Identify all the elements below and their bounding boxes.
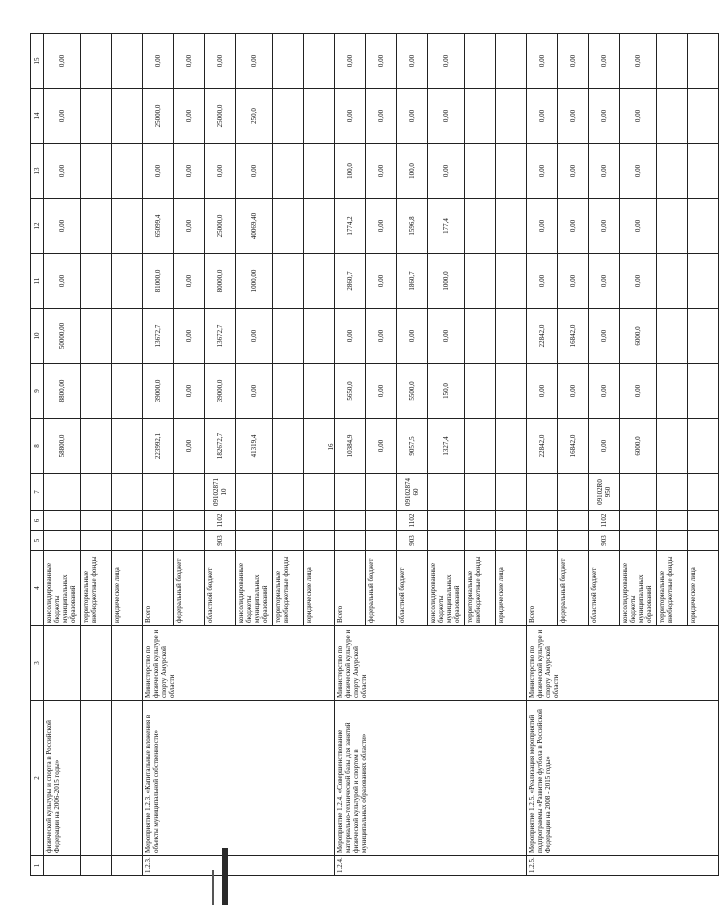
table-cell: 16842,0 bbox=[558, 309, 589, 364]
table-cell: 0,00 bbox=[620, 144, 657, 199]
table-cell: 1102 bbox=[589, 511, 620, 531]
table-cell: 13672,7 bbox=[205, 309, 236, 364]
table-cell bbox=[112, 144, 143, 199]
table-cell: Министерство по физической культуре и спорту Амурской области bbox=[143, 626, 335, 701]
table-cell: 15 bbox=[31, 34, 44, 89]
table-cell bbox=[143, 474, 174, 511]
table-cell bbox=[112, 511, 143, 531]
table-cell bbox=[496, 144, 527, 199]
table-cell: юридические лица bbox=[304, 551, 335, 626]
table-cell: юридические лица bbox=[688, 551, 719, 626]
table-cell bbox=[174, 474, 205, 511]
table-cell: 0,00 bbox=[366, 34, 397, 89]
table-cell bbox=[465, 254, 496, 309]
table-cell bbox=[366, 511, 397, 531]
table-cell: областной бюджет bbox=[589, 551, 620, 626]
table-cell bbox=[304, 511, 335, 531]
table-cell bbox=[44, 531, 81, 551]
table-cell bbox=[112, 199, 143, 254]
table-cell: 11 bbox=[31, 254, 44, 309]
table-cell bbox=[81, 364, 112, 419]
table-cell bbox=[236, 511, 273, 531]
table-cell: 22842,0 bbox=[527, 419, 558, 474]
table-cell bbox=[620, 474, 657, 511]
table-cell bbox=[465, 364, 496, 419]
table-cell bbox=[44, 511, 81, 531]
table-cell bbox=[112, 531, 143, 551]
table-cell bbox=[496, 364, 527, 419]
scan-artifact bbox=[212, 870, 214, 905]
table-cell bbox=[44, 856, 81, 876]
table-cell bbox=[81, 701, 112, 856]
table-cell: 1102 bbox=[397, 511, 428, 531]
table-cell bbox=[304, 89, 335, 144]
table-cell: 13 bbox=[31, 144, 44, 199]
table-cell: 0,00 bbox=[589, 254, 620, 309]
table-cell bbox=[44, 626, 81, 701]
table-cell: 182672,7 bbox=[205, 419, 236, 474]
table-cell: территориальные внебюджетные фонды bbox=[273, 551, 304, 626]
table-cell: 6 bbox=[31, 511, 44, 531]
table-cell: 903 bbox=[205, 531, 236, 551]
table-cell bbox=[657, 89, 688, 144]
table-cell: 0,00 bbox=[205, 34, 236, 89]
table-cell bbox=[81, 626, 112, 701]
table-cell: 9 bbox=[31, 364, 44, 419]
table-cell: 2860,7 bbox=[335, 254, 366, 309]
table-cell: Мероприятие 1.2.4. «Совершенствование материально-технической базы для занятий физической культурой и спортом в муниципальных образованиях области» bbox=[335, 701, 527, 856]
table-cell: 0,00 bbox=[174, 89, 205, 144]
table-cell: 0,00 bbox=[236, 34, 273, 89]
table-cell: 8 bbox=[31, 419, 44, 474]
table-cell bbox=[273, 511, 304, 531]
table-cell: 1.2.3. bbox=[143, 856, 335, 876]
table-cell bbox=[304, 199, 335, 254]
table-cell: 0,00 bbox=[236, 364, 273, 419]
table-cell bbox=[496, 511, 527, 531]
table-cell: 9057,5 bbox=[397, 419, 428, 474]
table-cell bbox=[527, 474, 558, 511]
table-cell bbox=[304, 34, 335, 89]
table-cell bbox=[366, 531, 397, 551]
table-cell: 4 bbox=[31, 551, 44, 626]
table-cell: 0,00 bbox=[428, 144, 465, 199]
table-cell: 09102R0 950 bbox=[589, 474, 620, 511]
table-cell: 5500,0 bbox=[397, 364, 428, 419]
table-cell bbox=[496, 34, 527, 89]
table-cell: 8800,00 bbox=[44, 364, 81, 419]
budget-table bbox=[30, 33, 719, 876]
table-cell bbox=[112, 254, 143, 309]
table-cell: 0,00 bbox=[620, 89, 657, 144]
table-cell bbox=[112, 309, 143, 364]
table-cell bbox=[428, 511, 465, 531]
table-cell: 7 bbox=[31, 474, 44, 511]
table-cell: 6000,0 bbox=[620, 419, 657, 474]
table-cell: 1000,00 bbox=[236, 254, 273, 309]
table-cell: 0,00 bbox=[174, 199, 205, 254]
table-cell: 0,00 bbox=[143, 144, 174, 199]
table-cell: 250,0 bbox=[236, 89, 273, 144]
table-cell bbox=[465, 309, 496, 364]
table-cell: 1 bbox=[31, 856, 44, 876]
header-row bbox=[31, 34, 44, 876]
table-cell bbox=[465, 199, 496, 254]
table-cell: физической культуры и спорта в Российской Федерации на 2006-2015 годы» bbox=[44, 701, 81, 856]
table-cell: 81000,0 bbox=[143, 254, 174, 309]
table-cell bbox=[81, 474, 112, 511]
table-cell bbox=[465, 34, 496, 89]
table-cell: 0,00 bbox=[589, 144, 620, 199]
table-cell bbox=[304, 531, 335, 551]
table-row bbox=[44, 34, 81, 876]
table-cell: 50000,00 bbox=[44, 309, 81, 364]
table-cell bbox=[81, 309, 112, 364]
table-cell: 0,00 bbox=[527, 34, 558, 89]
table-row bbox=[143, 34, 174, 876]
table-cell: 0,00 bbox=[558, 144, 589, 199]
page-number: 16 bbox=[327, 443, 335, 451]
table-cell: федеральный бюджет bbox=[174, 551, 205, 626]
table-cell: 0,00 bbox=[527, 364, 558, 419]
table-cell: 16842,0 bbox=[558, 419, 589, 474]
table-cell: 5650,0 bbox=[335, 364, 366, 419]
table-row bbox=[81, 34, 112, 876]
table-cell: 0,00 bbox=[44, 254, 81, 309]
table-cell bbox=[465, 419, 496, 474]
table-cell bbox=[688, 34, 719, 89]
table-cell: 100,0 bbox=[397, 144, 428, 199]
table-cell: 12 bbox=[31, 199, 44, 254]
table-cell: 0,00 bbox=[366, 144, 397, 199]
table-cell bbox=[273, 89, 304, 144]
table-cell bbox=[304, 474, 335, 511]
table-cell: 0,00 bbox=[44, 199, 81, 254]
table-cell bbox=[273, 474, 304, 511]
table-cell bbox=[143, 511, 174, 531]
table-cell: 0,00 bbox=[366, 254, 397, 309]
table-cell: 25000,0 bbox=[205, 199, 236, 254]
table-cell: 0,00 bbox=[174, 34, 205, 89]
table-cell bbox=[112, 419, 143, 474]
table-cell bbox=[688, 144, 719, 199]
table-cell bbox=[112, 626, 143, 701]
table-cell bbox=[688, 474, 719, 511]
table-cell: 0,00 bbox=[558, 199, 589, 254]
table-cell: 0,00 bbox=[589, 309, 620, 364]
table-cell: 58800,0 bbox=[44, 419, 81, 474]
table-cell bbox=[81, 511, 112, 531]
table-cell bbox=[273, 254, 304, 309]
table-cell: 1774,2 bbox=[335, 199, 366, 254]
table-cell: 0,00 bbox=[335, 89, 366, 144]
table-cell bbox=[273, 199, 304, 254]
table-cell: 80000,0 bbox=[205, 254, 236, 309]
table-cell: 65099,4 bbox=[143, 199, 174, 254]
table-cell bbox=[273, 419, 304, 474]
table-cell: 0,00 bbox=[366, 364, 397, 419]
table-cell bbox=[81, 144, 112, 199]
table-cell bbox=[558, 474, 589, 511]
table-cell: юридические лица bbox=[112, 551, 143, 626]
table-cell bbox=[527, 531, 558, 551]
table-cell bbox=[366, 474, 397, 511]
table-cell: 100,0 bbox=[335, 144, 366, 199]
table-cell: 0,00 bbox=[620, 199, 657, 254]
table-cell: 0,00 bbox=[335, 309, 366, 364]
table-cell: 1860,7 bbox=[397, 254, 428, 309]
table-cell: 0,00 bbox=[174, 419, 205, 474]
table-row bbox=[335, 34, 366, 876]
table-cell: 0,00 bbox=[558, 34, 589, 89]
table-cell: консолидированные бюджеты муниципальных образований bbox=[428, 551, 465, 626]
table-cell bbox=[620, 511, 657, 531]
table-cell: 0,00 bbox=[428, 89, 465, 144]
table-cell bbox=[335, 531, 366, 551]
table-cell bbox=[657, 531, 688, 551]
table-cell bbox=[657, 144, 688, 199]
table-cell: 0,00 bbox=[589, 89, 620, 144]
table-cell: Министерство по физической культуре и спорту Амурской области bbox=[527, 626, 719, 701]
table-cell: 10384,9 bbox=[335, 419, 366, 474]
table-cell: 0,00 bbox=[397, 309, 428, 364]
table-cell bbox=[112, 474, 143, 511]
table-cell: 0,00 bbox=[366, 199, 397, 254]
table-cell bbox=[688, 199, 719, 254]
table-cell: 13672,7 bbox=[143, 309, 174, 364]
table-cell bbox=[174, 511, 205, 531]
table-cell: 25000,0 bbox=[205, 89, 236, 144]
table-cell bbox=[428, 531, 465, 551]
table-cell bbox=[688, 254, 719, 309]
table-cell: 0,00 bbox=[143, 34, 174, 89]
table-cell: 223992,1 bbox=[143, 419, 174, 474]
table-cell bbox=[688, 419, 719, 474]
table-cell bbox=[273, 309, 304, 364]
table-cell: 0,00 bbox=[236, 144, 273, 199]
table-cell bbox=[81, 254, 112, 309]
table-cell bbox=[273, 364, 304, 419]
table-cell: 0,00 bbox=[44, 89, 81, 144]
table-cell: Всего bbox=[527, 551, 558, 626]
table-cell: 0,00 bbox=[205, 144, 236, 199]
table-body bbox=[31, 34, 719, 876]
table-cell: 10 bbox=[31, 309, 44, 364]
table-cell bbox=[273, 144, 304, 199]
table-cell bbox=[496, 531, 527, 551]
table-cell: Министерство по физической культуре и спорту Амурской области bbox=[335, 626, 527, 701]
table-cell bbox=[236, 474, 273, 511]
table-cell: 40069,40 bbox=[236, 199, 273, 254]
table-cell: Мероприятие 1.2.5. «Реализация мероприятий подпрограммы «Развитие футбола в Российской Федерации на 2008 - 2015 годы» bbox=[527, 701, 719, 856]
table-cell: областной бюджет bbox=[205, 551, 236, 626]
table-cell bbox=[304, 254, 335, 309]
table-cell bbox=[236, 531, 273, 551]
table-cell: 0,00 bbox=[428, 34, 465, 89]
rotated-table-wrapper bbox=[30, 33, 719, 876]
table-cell: консолидированные бюджеты муниципальных образований bbox=[44, 551, 81, 626]
table-cell: 0,00 bbox=[589, 34, 620, 89]
table-cell bbox=[81, 419, 112, 474]
table-cell bbox=[465, 89, 496, 144]
table-cell bbox=[81, 34, 112, 89]
table-cell: областной бюджет bbox=[397, 551, 428, 626]
table-cell: 14 bbox=[31, 89, 44, 144]
table-cell: 0,00 bbox=[589, 199, 620, 254]
table-cell: Всего bbox=[143, 551, 174, 626]
table-cell: 0,00 bbox=[174, 309, 205, 364]
table-cell bbox=[657, 364, 688, 419]
table-cell bbox=[428, 474, 465, 511]
table-cell: 0,00 bbox=[44, 144, 81, 199]
table-cell: 0,00 bbox=[366, 309, 397, 364]
table-cell bbox=[657, 199, 688, 254]
table-row bbox=[112, 34, 143, 876]
table-cell: 177,4 bbox=[428, 199, 465, 254]
table-cell: 0,00 bbox=[527, 89, 558, 144]
table-cell bbox=[657, 474, 688, 511]
table-cell: 0,00 bbox=[558, 364, 589, 419]
table-cell bbox=[335, 474, 366, 511]
table-cell: федеральный бюджет bbox=[558, 551, 589, 626]
table-cell bbox=[81, 199, 112, 254]
table-cell: 0,00 bbox=[174, 254, 205, 309]
table-cell: 0,00 bbox=[366, 419, 397, 474]
table-cell: 09102874 60 bbox=[397, 474, 428, 511]
table-cell: 6000,0 bbox=[620, 309, 657, 364]
table-cell: 3 bbox=[31, 626, 44, 701]
table-cell bbox=[465, 531, 496, 551]
table-cell bbox=[688, 531, 719, 551]
table-cell: 0,00 bbox=[589, 419, 620, 474]
table-row bbox=[527, 34, 558, 876]
table-cell bbox=[496, 89, 527, 144]
table-cell: 25000,0 bbox=[143, 89, 174, 144]
table-cell bbox=[496, 419, 527, 474]
table-cell: 0,00 bbox=[589, 364, 620, 419]
table-cell: территориальные внебюджетные фонды bbox=[81, 551, 112, 626]
table-cell: 0,00 bbox=[174, 144, 205, 199]
table-cell: 0,00 bbox=[335, 34, 366, 89]
table-cell bbox=[174, 531, 205, 551]
table-cell bbox=[44, 474, 81, 511]
table-cell bbox=[81, 531, 112, 551]
table-cell bbox=[496, 309, 527, 364]
table-cell bbox=[81, 89, 112, 144]
table-cell: 09102871 10 bbox=[205, 474, 236, 511]
table-cell: 0,00 bbox=[527, 144, 558, 199]
table-cell: 0,00 bbox=[527, 199, 558, 254]
table-cell: консолидированные бюджеты муниципальных образований bbox=[620, 551, 657, 626]
table-cell: 0,00 bbox=[620, 34, 657, 89]
table-cell bbox=[143, 531, 174, 551]
table-cell: 1327,4 bbox=[428, 419, 465, 474]
table-cell: консолидированные бюджеты муниципальных образований bbox=[236, 551, 273, 626]
table-cell: 39000,0 bbox=[143, 364, 174, 419]
table-cell: территориальные внебюджетные фонды bbox=[465, 551, 496, 626]
table-cell: 0,00 bbox=[527, 254, 558, 309]
table-cell: Мероприятие 1.2.3. «Капитальные вложения в объекты муниципальной собственности» bbox=[143, 701, 335, 856]
table-cell bbox=[112, 34, 143, 89]
table-cell bbox=[688, 511, 719, 531]
table-cell bbox=[112, 364, 143, 419]
table-cell bbox=[273, 34, 304, 89]
table-cell: 150,0 bbox=[428, 364, 465, 419]
table-cell bbox=[527, 511, 558, 531]
scan-artifact bbox=[222, 848, 228, 905]
table-cell: 1.2.5. bbox=[527, 856, 719, 876]
table-cell bbox=[688, 309, 719, 364]
table-cell bbox=[496, 254, 527, 309]
table-cell: 0,00 bbox=[428, 309, 465, 364]
table-cell: 1.2.4. bbox=[335, 856, 527, 876]
table-cell bbox=[657, 511, 688, 531]
table-cell: 0,00 bbox=[397, 34, 428, 89]
table-cell bbox=[273, 531, 304, 551]
table-cell: 903 bbox=[397, 531, 428, 551]
table-cell bbox=[657, 309, 688, 364]
table-cell bbox=[112, 89, 143, 144]
table-cell: 41319,4 bbox=[236, 419, 273, 474]
table-cell: 0,00 bbox=[558, 254, 589, 309]
table-cell: 1000,0 bbox=[428, 254, 465, 309]
table-cell bbox=[558, 531, 589, 551]
table-cell bbox=[304, 309, 335, 364]
table-cell: федеральный бюджет bbox=[366, 551, 397, 626]
table-cell: 0,00 bbox=[44, 34, 81, 89]
table-cell bbox=[657, 419, 688, 474]
table-cell bbox=[620, 531, 657, 551]
table-cell bbox=[304, 144, 335, 199]
table-cell bbox=[335, 511, 366, 531]
table-cell: 0,00 bbox=[236, 309, 273, 364]
table-cell bbox=[657, 34, 688, 89]
table-cell: Всего bbox=[335, 551, 366, 626]
table-cell: 0,00 bbox=[366, 89, 397, 144]
table-cell: 0,00 bbox=[620, 254, 657, 309]
table-cell bbox=[657, 254, 688, 309]
table-cell bbox=[465, 144, 496, 199]
table-cell bbox=[112, 856, 143, 876]
table-cell: территориальные внебюджетные фонды bbox=[657, 551, 688, 626]
table-cell bbox=[304, 419, 335, 474]
table-cell bbox=[496, 199, 527, 254]
table-cell: 0,00 bbox=[397, 89, 428, 144]
table-cell bbox=[688, 364, 719, 419]
table-cell bbox=[81, 856, 112, 876]
table-cell: 0,00 bbox=[174, 364, 205, 419]
table-cell bbox=[558, 511, 589, 531]
table-cell: 1102 bbox=[205, 511, 236, 531]
table-cell: 0,00 bbox=[558, 89, 589, 144]
table-cell: юридические лица bbox=[496, 551, 527, 626]
table-cell: 5 bbox=[31, 531, 44, 551]
table-cell bbox=[465, 511, 496, 531]
table-cell bbox=[112, 701, 143, 856]
table-cell: 2 bbox=[31, 701, 44, 856]
table-cell: 22842,0 bbox=[527, 309, 558, 364]
table-cell bbox=[688, 89, 719, 144]
table-cell bbox=[465, 474, 496, 511]
table-cell: 0,00 bbox=[620, 364, 657, 419]
table-cell: 39000,0 bbox=[205, 364, 236, 419]
table-cell bbox=[304, 364, 335, 419]
table-cell: 1596,8 bbox=[397, 199, 428, 254]
table-cell bbox=[496, 474, 527, 511]
table-cell: 903 bbox=[589, 531, 620, 551]
